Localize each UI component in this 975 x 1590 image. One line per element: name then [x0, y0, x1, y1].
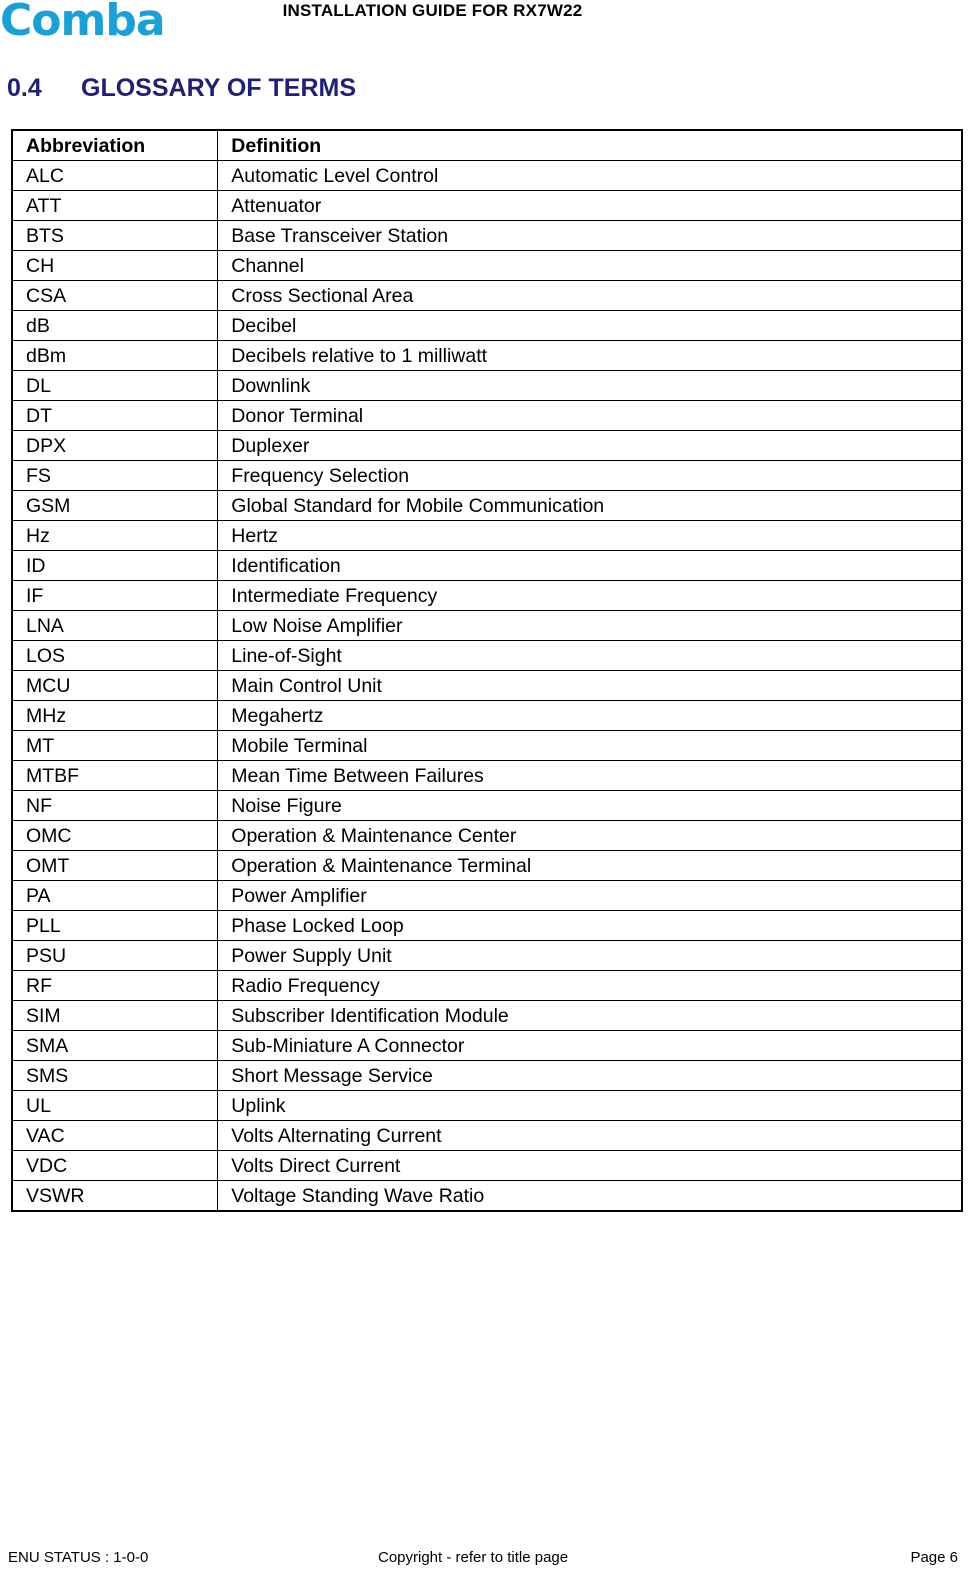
table-row [12, 911, 962, 941]
abbreviation-cell: SIM [12, 1001, 218, 1031]
table-row [12, 761, 962, 791]
abbreviation-cell: CSA [12, 281, 218, 311]
section-title: GLOSSARY OF TERMS [81, 74, 357, 102]
table-row [12, 371, 962, 401]
section-number: 0.4 [7, 74, 42, 102]
definition-cell: Donor Terminal [218, 401, 962, 431]
table-row [12, 1001, 962, 1031]
table-row [12, 521, 962, 551]
abbreviation-cell: MCU [12, 671, 218, 701]
glossary-body [12, 161, 962, 1212]
definition-cell: Channel [218, 251, 962, 281]
definition-cell: Voltage Standing Wave Ratio [218, 1181, 962, 1212]
abbreviation-cell: PA [12, 881, 218, 911]
definition-cell: Identification [218, 551, 962, 581]
definition-cell: Mean Time Between Failures [218, 761, 962, 791]
abbreviation-cell: ATT [12, 191, 218, 221]
definition-cell: Main Control Unit [218, 671, 962, 701]
table-row [12, 221, 962, 251]
definition-cell: Volts Alternating Current [218, 1121, 962, 1151]
document-title: INSTALLATION GUIDE FOR RX7W22 [282, 1, 583, 20]
footer-status: ENU STATUS : 1-0-0 [8, 1549, 149, 1566]
table-row [12, 251, 962, 281]
table-row [12, 1181, 962, 1212]
abbreviation-cell: MTBF [12, 761, 218, 791]
definition-cell: Operation & Maintenance Center [218, 821, 962, 851]
section-heading [7, 72, 356, 104]
abbreviation-cell: DL [12, 371, 218, 401]
abbreviation-cell: IF [12, 581, 218, 611]
table-row [12, 341, 962, 371]
abbreviation-cell: DT [12, 401, 218, 431]
table-row [12, 311, 962, 341]
table-row [12, 701, 962, 731]
abbreviation-cell: OMT [12, 851, 218, 881]
definition-cell: Frequency Selection [218, 461, 962, 491]
table-header-row [12, 130, 962, 161]
table-row [12, 581, 962, 611]
table-row [12, 671, 962, 701]
abbreviation-cell: MHz [12, 701, 218, 731]
table-row [12, 401, 962, 431]
definition-cell: Decibels relative to 1 milliwatt [218, 341, 962, 371]
table-row [12, 821, 962, 851]
table-row [12, 191, 962, 221]
abbreviation-cell: DPX [12, 431, 218, 461]
table-row [12, 971, 962, 1001]
abbreviation-cell: PSU [12, 941, 218, 971]
definition-cell: Megahertz [218, 701, 962, 731]
definition-cell: Line-of-Sight [218, 641, 962, 671]
table-row [12, 491, 962, 521]
abbreviation-cell: LOS [12, 641, 218, 671]
table-row [12, 731, 962, 761]
abbreviation-cell: MT [12, 731, 218, 761]
definition-cell: Intermediate Frequency [218, 581, 962, 611]
abbreviation-cell: ID [12, 551, 218, 581]
table-row [12, 791, 962, 821]
glossary-table [11, 129, 963, 1212]
abbreviation-cell: SMS [12, 1061, 218, 1091]
logo-text: Comba [0, 0, 165, 42]
table-row [12, 551, 962, 581]
abbreviation-cell: FS [12, 461, 218, 491]
definition-cell: Sub-Miniature A Connector [218, 1031, 962, 1061]
table-row [12, 1121, 962, 1151]
definition-cell: Noise Figure [218, 791, 962, 821]
definition-cell: Volts Direct Current [218, 1151, 962, 1181]
table-row [12, 941, 962, 971]
abbreviation-cell: NF [12, 791, 218, 821]
definition-cell: Short Message Service [218, 1061, 962, 1091]
abbreviation-cell: Hz [12, 521, 218, 551]
table-row [12, 1091, 962, 1121]
definition-cell: Cross Sectional Area [218, 281, 962, 311]
definition-cell: Low Noise Amplifier [218, 611, 962, 641]
abbreviation-cell: GSM [12, 491, 218, 521]
definition-cell: Global Standard for Mobile Communication [218, 491, 962, 521]
definition-cell: Base Transceiver Station [218, 221, 962, 251]
definition-cell: Subscriber Identification Module [218, 1001, 962, 1031]
definition-cell: Phase Locked Loop [218, 911, 962, 941]
definition-cell: Radio Frequency [218, 971, 962, 1001]
definition-cell: Operation & Maintenance Terminal [218, 851, 962, 881]
table-row [12, 851, 962, 881]
definition-cell: Automatic Level Control [218, 161, 962, 191]
abbreviation-cell: VDC [12, 1151, 218, 1181]
definition-cell: Mobile Terminal [218, 731, 962, 761]
definition-cell: Downlink [218, 371, 962, 401]
definition-cell: Attenuator [218, 191, 962, 221]
table-row [12, 461, 962, 491]
column-header-abbreviation: Abbreviation [12, 130, 218, 161]
abbreviation-cell: CH [12, 251, 218, 281]
abbreviation-cell: VAC [12, 1121, 218, 1151]
definition-cell: Power Supply Unit [218, 941, 962, 971]
abbreviation-cell: ALC [12, 161, 218, 191]
table-row [12, 1061, 962, 1091]
definition-cell: Uplink [218, 1091, 962, 1121]
definition-cell: Hertz [218, 521, 962, 551]
definition-cell: Duplexer [218, 431, 962, 461]
abbreviation-cell: dB [12, 311, 218, 341]
table-row [12, 161, 962, 191]
abbreviation-cell: BTS [12, 221, 218, 251]
table-row [12, 641, 962, 671]
definition-cell: Power Amplifier [218, 881, 962, 911]
abbreviation-cell: RF [12, 971, 218, 1001]
footer-page-number: Page 6 [910, 1549, 958, 1566]
abbreviation-cell: PLL [12, 911, 218, 941]
table-row [12, 611, 962, 641]
abbreviation-cell: VSWR [12, 1181, 218, 1212]
abbreviation-cell: UL [12, 1091, 218, 1121]
definition-cell: Decibel [218, 311, 962, 341]
abbreviation-cell: LNA [12, 611, 218, 641]
table-row [12, 881, 962, 911]
table-row [12, 281, 962, 311]
footer-copyright: Copyright - refer to title page [378, 1549, 569, 1566]
abbreviation-cell: dBm [12, 341, 218, 371]
page-footer [0, 1548, 975, 1568]
abbreviation-cell: OMC [12, 821, 218, 851]
table-row [12, 1031, 962, 1061]
table-row [12, 1151, 962, 1181]
table-row [12, 431, 962, 461]
abbreviation-cell: SMA [12, 1031, 218, 1061]
column-header-definition: Definition [218, 130, 962, 161]
